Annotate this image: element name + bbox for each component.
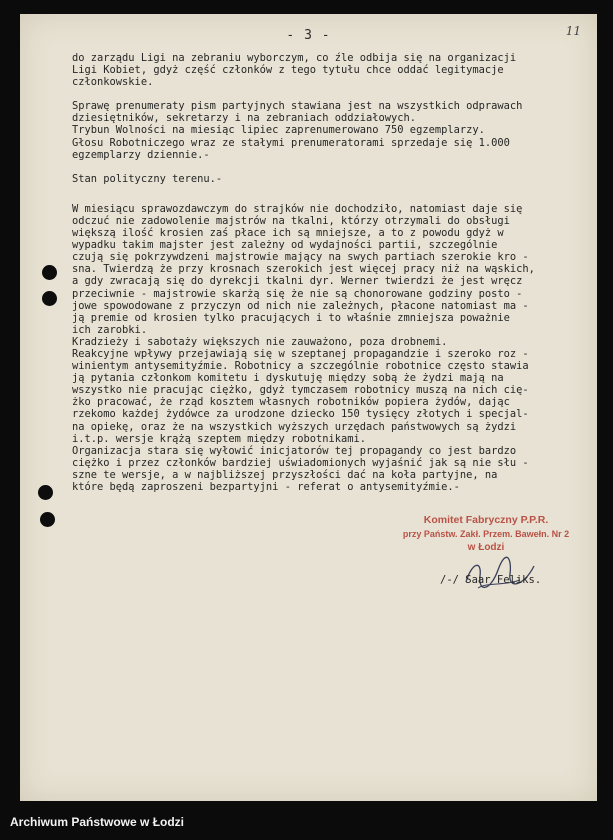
stamp-line: Komitet Fabryczny P.P.R. (423, 514, 549, 526)
text-line: ją premie od krosien tylko pracujących i to właśnie zmniejsza poważnie (72, 311, 510, 324)
text-line: odczuć nie zadowolenie majstrów na tkalni, którzy otrzymali do obsługi (72, 214, 510, 227)
text-line: Ligi Kobiet, gdyż część członków z tego tytułu chce oddać legitymacje (72, 64, 504, 77)
text-line: dziesiętników, sekretarzy i na zebraniach oddziałowych. (72, 112, 417, 125)
text-line: wypadku takim majster jest zależny od wydajności partii, szczególnie (72, 239, 498, 252)
text-line: większą ilość krosien zaś płace ich są mniejsze, a to z powodu gdyż w (72, 227, 504, 240)
punch-hole (42, 265, 57, 280)
text-line: a gdy zwracają się do dyrekcji tkalni dyr. Werner twierdzi że jest wręcz (72, 275, 523, 288)
folio-mark: 11 (565, 24, 581, 38)
text-line: winientym antysemityźmie. Robotnicy a szczególnie robotnice często stawia (72, 360, 529, 373)
document-page (20, 14, 597, 801)
text-line: jowe spowodowane z przyczyn od nich nie zależnych, płacone natomiast ma - (72, 299, 529, 312)
text-line: Głosu Robotniczego wraz ze stałymi prenumeratorami sprzedaje się 1.000 (72, 136, 510, 149)
text-line: rzekomo każdej żydówce za urodzone dziecko 150 tysięcy złotych i specjal- (72, 408, 529, 421)
text-line: sna. Twierdzą że przy krosnach szerokich jest więcej pracy niż na wąskich, (72, 263, 535, 276)
text-line: ciężko i przez członków bardziej uświadomionych wyjaśnić jak są nie słu - (72, 456, 529, 469)
punch-hole (42, 291, 57, 306)
section-heading (72, 173, 592, 185)
heading-line: Stan polityczny terenu.- (72, 172, 223, 185)
text-line: wszystko nie pracując ciężko, gdyż tymczasem robotnicy muszą na nich cię- (72, 384, 529, 397)
text-line: ich zarobki. (72, 323, 148, 336)
paragraph-prenumerata (72, 100, 592, 160)
text-line: szne te wersje, a w najbliższej przyszłości dać na koła partyjne, na (72, 468, 498, 481)
text-line: Organizacja stara się wyłowić inicjatorów tej propagandy co jest bardzo (72, 444, 517, 457)
stamp-line: przy Państw. Zakł. Przem. Bawełn. Nr 2 (402, 529, 570, 539)
text-line: Trybun Wolności na miesiąc lipiec zaprenumerowano 750 egzemplarzy. (72, 124, 485, 137)
text-line: do zarządu Ligi na zebraniu wyborczym, co źle odbija się na organizacji (72, 52, 517, 64)
document-body (72, 52, 592, 493)
text-line: W miesiącu sprawozdawczym do strajków nie dochodziło, natomiast daje się (72, 202, 523, 215)
stamp-line: w Łodzi (467, 542, 505, 553)
signature-line: /-/ Saar Feliks. (440, 574, 542, 586)
text-line: ją pytania członkom komitetu i dyskutuję między sobą że żydzi mają na (72, 372, 504, 385)
text-line: czują się pokrzywdzeni majstrowie mający na swych partiach szerokie kro - (72, 251, 529, 264)
committee-stamp (396, 514, 576, 553)
text-line: członkowskie. (72, 76, 154, 89)
text-line: egzemplarzy dziennie.- (72, 148, 210, 161)
text-line: na opiekę, oraz że na wszystkich wyższych urzędach państwowych są żydzi (72, 420, 517, 433)
text-line: które będą zaproszeni bezpartyjni - referat o antysemityźmie.- (72, 481, 460, 493)
paragraph-ligi (72, 52, 592, 88)
punch-hole (38, 485, 53, 500)
paragraph-stan-polityczny (72, 203, 592, 493)
page-number: - 3 - (286, 28, 331, 43)
text-line: i.t.p. wersje krążą szeptem między robotnikami. (72, 432, 367, 445)
text-line: Sprawę prenumeraty pism partyjnych stawiana jest na wszystkich odprawach (72, 100, 523, 113)
text-line: Kradzieży i sabotaży większych nie zauważono, poza drobnemi. (72, 335, 448, 348)
punch-hole (40, 512, 55, 527)
text-line: Reakcyjne wpływy przejawiają się w szeptanej propagandzie i szeroko roz - (72, 347, 529, 360)
text-line: przeciwnie - majstrowie skarżą się że nie są chonorowane godziny posto - (72, 287, 523, 300)
text-line: żko pracować, że rząd kosztem własnych robotników popiera żydów, dając (72, 396, 510, 409)
archive-label: Archiwum Państwowe w Łodzi (10, 815, 185, 829)
